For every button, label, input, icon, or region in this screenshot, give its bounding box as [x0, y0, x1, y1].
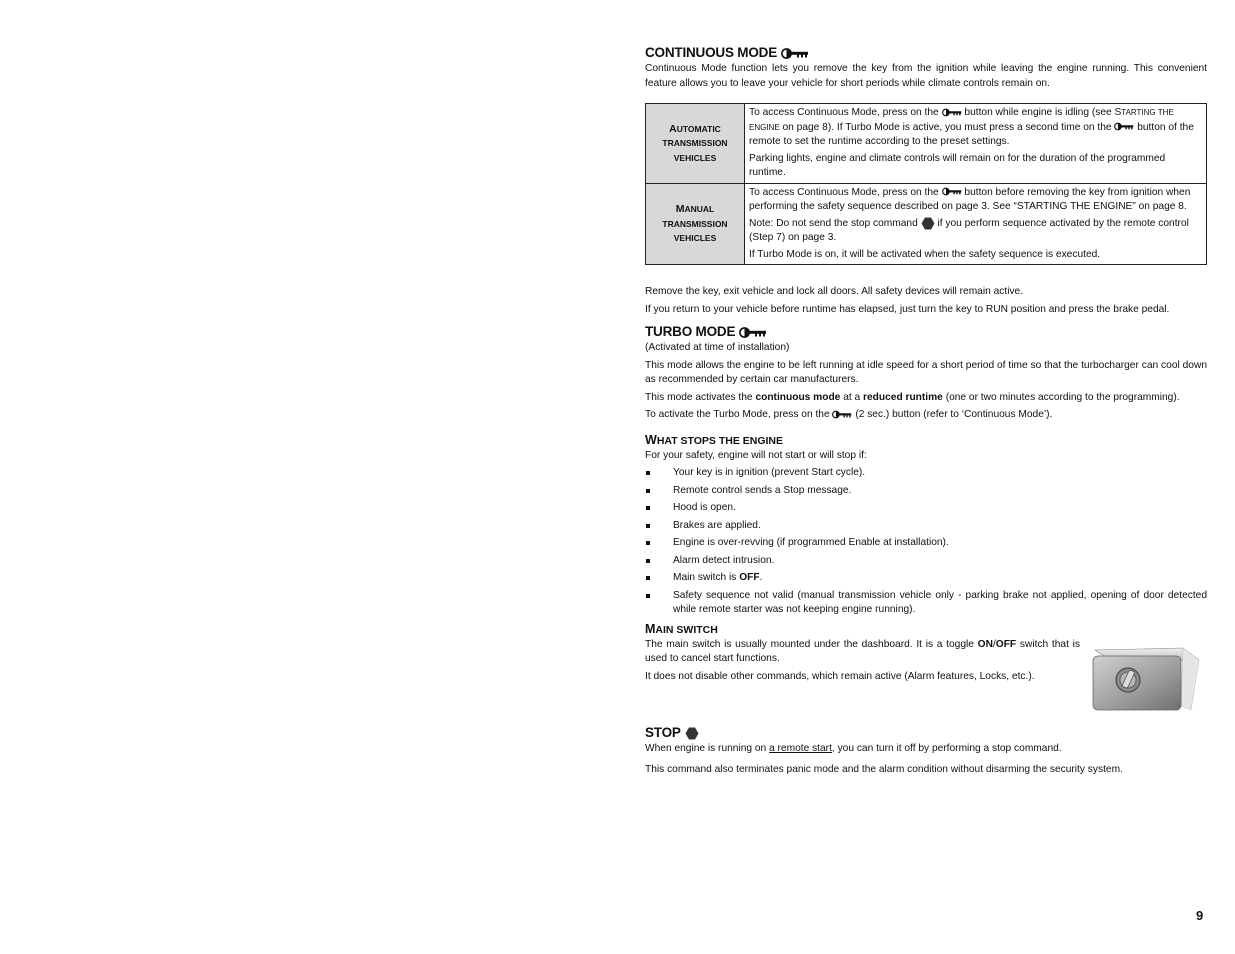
bullet-icon: [646, 506, 650, 510]
list-item-text: Engine is over-revving (if programmed Enable at installation).: [673, 537, 949, 549]
stops-intro: For your safety, engine will not start or will stop if:: [645, 449, 867, 461]
turbo-p3-e: (one or two minutes according to the programming).: [945, 391, 1180, 403]
main-switch-on: ON: [977, 638, 993, 650]
list-item-text: Remote control sends a Stop message.: [673, 484, 852, 496]
key-icon: [739, 327, 767, 338]
stop-p1-b: , you can turn it off by performing a stop command.: [831, 743, 1062, 755]
stop-hexagon-icon: [921, 217, 935, 230]
list-item: [645, 589, 1207, 618]
turbo-p1: (Activated at time of installation): [645, 342, 790, 354]
main-switch-heading: [645, 621, 1207, 638]
turbo-p3-d: reduced runtime: [863, 391, 943, 403]
list-item-period: .: [759, 572, 763, 584]
list-item-text: Safety sequence not valid (manual transmission vehicle only - parking brake not applied, opening of door detected while remote starter was not keeping engine running).: [673, 589, 1207, 616]
turbo-p2: This mode allows the engine to be left running at idle speed for a short period of time so that the turbocharger can cool down as recommended by certain car manufacturers.: [645, 359, 1207, 386]
auto-label-cap: A: [669, 122, 677, 135]
turbo-p4: [645, 408, 1207, 423]
key-icon: [781, 48, 809, 59]
continuous-mode-heading: [645, 44, 1207, 62]
bullet-icon: [646, 594, 650, 598]
list-item: [645, 554, 1207, 569]
page-number: 9: [1196, 908, 1204, 923]
turbo-p4-a: To activate the Turbo Mode, press on the: [645, 409, 830, 421]
key-icon: [942, 187, 962, 196]
list-item: [645, 571, 1207, 586]
auto-label-rest1: UTOMATIC: [676, 123, 721, 134]
continuous-after-1: Remove the key, exit vehicle and lock all doors. All safety devices will remain active.: [645, 286, 1024, 298]
turbo-p3-a: This mode activates the: [645, 391, 753, 403]
man-p2-b: if you perform sequence activated by the remote control (Step 7) on page 3.: [749, 217, 1189, 244]
auto-p1-d: on page 8). If Turbo Mode is active, you must press a second time on the: [782, 121, 1112, 133]
turbo-mode-heading: [645, 323, 1207, 341]
turbo-p4-b: (2 sec.) button (refer to ‘Continuous Mode’).: [855, 409, 1053, 421]
man-paragraph-2: [749, 217, 1202, 246]
main-switch-p1: [645, 638, 1080, 667]
list-item-text: Main switch is: [673, 572, 737, 584]
page-content: [645, 44, 1207, 780]
auto-p1-b: button while engine is idling (see S: [964, 107, 1122, 118]
main-switch-text: [645, 638, 1080, 685]
list-item-bold: OFF: [739, 572, 760, 584]
stop-heading: [645, 724, 1207, 742]
bullet-icon: [646, 541, 650, 545]
continuous-mode-title: CONTINUOUS MODE: [645, 45, 778, 60]
turbo-p3-b: continuous mode: [755, 391, 841, 403]
man-p1-a: To access Continuous Mode, press on the: [749, 186, 939, 198]
turbo-p3: [645, 391, 1207, 406]
bullet-icon: [646, 576, 650, 580]
man-p1-b: button before removing the key from ignition when performing the safety sequence described on page 3. See “STARTING THE ENGINE” on page 8.: [749, 186, 1191, 212]
stop-hexagon-icon: [685, 727, 699, 740]
auto-label-rest3: VEHICLES: [673, 152, 717, 163]
manual-text-cell: [745, 183, 1207, 265]
stop-conditions-list: [645, 466, 1207, 618]
man-p2-a: Note: Do not send the stop command: [749, 217, 918, 229]
man-paragraph-3: If Turbo Mode is on, it will be activated when the safety sequence is executed.: [749, 248, 1101, 260]
automatic-text-cell: [745, 104, 1207, 184]
list-item: [645, 536, 1207, 551]
list-item-text: Brakes are applied.: [673, 519, 761, 531]
main-switch-p1-a: The main switch is usually mounted under the dashboard. It is a toggle: [645, 638, 974, 650]
what-stops-cap: W: [645, 432, 657, 447]
auto-p1-a: To access Continuous Mode, press on the: [749, 107, 939, 118]
list-item-text: Hood is open.: [673, 502, 736, 514]
man-label-cap: M: [675, 203, 685, 216]
remote-start-link[interactable]: a remote start: [769, 743, 832, 755]
manual-label-cell: [646, 183, 745, 265]
main-switch-cap: M: [645, 621, 656, 636]
key-icon: [942, 108, 962, 117]
stop-p2: This command also terminates panic mode and the alarm condition without disarming the security system.: [645, 763, 1123, 775]
turbo-p3-c: at a: [843, 391, 861, 403]
man-label-rest3: VEHICLES: [673, 233, 717, 244]
turbo-mode-title: TURBO MODE: [645, 324, 736, 340]
man-label-rest1: ANUAL: [684, 204, 715, 215]
key-icon: [832, 410, 852, 419]
transmission-table: [645, 103, 1207, 265]
list-item: [645, 501, 1207, 516]
what-stops-heading: [645, 432, 1207, 449]
main-switch-rest: AIN SWITCH: [655, 623, 718, 636]
auto-paragraph-1: [749, 106, 1202, 150]
what-stops-rest: HAT STOPS THE ENGINE: [656, 434, 784, 447]
main-switch-off: OFF: [995, 638, 1017, 650]
main-switch-p1-e: switch that is used to cancel start functions.: [645, 638, 1080, 665]
bullet-icon: [646, 471, 650, 475]
toggle-switch-photo: [1091, 646, 1201, 714]
auto-paragraph-2: Parking lights, engine and climate controls will remain on for the duration of the programmed runtime.: [749, 152, 1166, 178]
stop-p1: [645, 742, 1207, 757]
auto-p1-e: button of the remote to set the runtime according to the preset settings.: [749, 121, 1194, 147]
list-item-text: Your key is in ignition (prevent Start cycle).: [673, 467, 866, 479]
table-row: [646, 104, 1207, 184]
continuous-after-2: If you return to your vehicle before runtime has elapsed, just turn the key to RUN position and press the brake pedal.: [645, 303, 1170, 315]
list-item-text: Alarm detect intrusion.: [673, 554, 775, 566]
auto-label-rest2: TRANSMISSION: [662, 138, 728, 148]
main-switch-section: [645, 638, 1207, 685]
main-switch-p2: It does not disable other commands, which remain active (Alarm features, Locks, etc.).: [645, 670, 1035, 682]
main-switch-slash: /: [992, 638, 996, 650]
bullet-icon: [646, 489, 650, 493]
automatic-label-cell: [646, 104, 745, 184]
man-paragraph-1: [749, 186, 1202, 215]
list-item: [645, 519, 1207, 534]
list-item: [645, 484, 1207, 499]
list-item: [645, 466, 1207, 481]
stop-title: STOP: [645, 725, 681, 741]
continuous-intro: Continuous Mode function lets you remove the key from the ignition while leaving the engine running. This convenient feature allows you to leave your vehicle for short periods while climate controls remain on.: [645, 63, 1207, 89]
bullet-icon: [646, 524, 650, 528]
table-row: [646, 183, 1207, 265]
auto-p1-c: TARTING THE ENGINE: [749, 108, 1174, 132]
man-label-rest2: TRANSMISSION: [662, 218, 728, 229]
key-icon: [1114, 122, 1134, 131]
stop-p1-a: When engine is running on: [645, 743, 767, 755]
bullet-icon: [646, 559, 650, 563]
